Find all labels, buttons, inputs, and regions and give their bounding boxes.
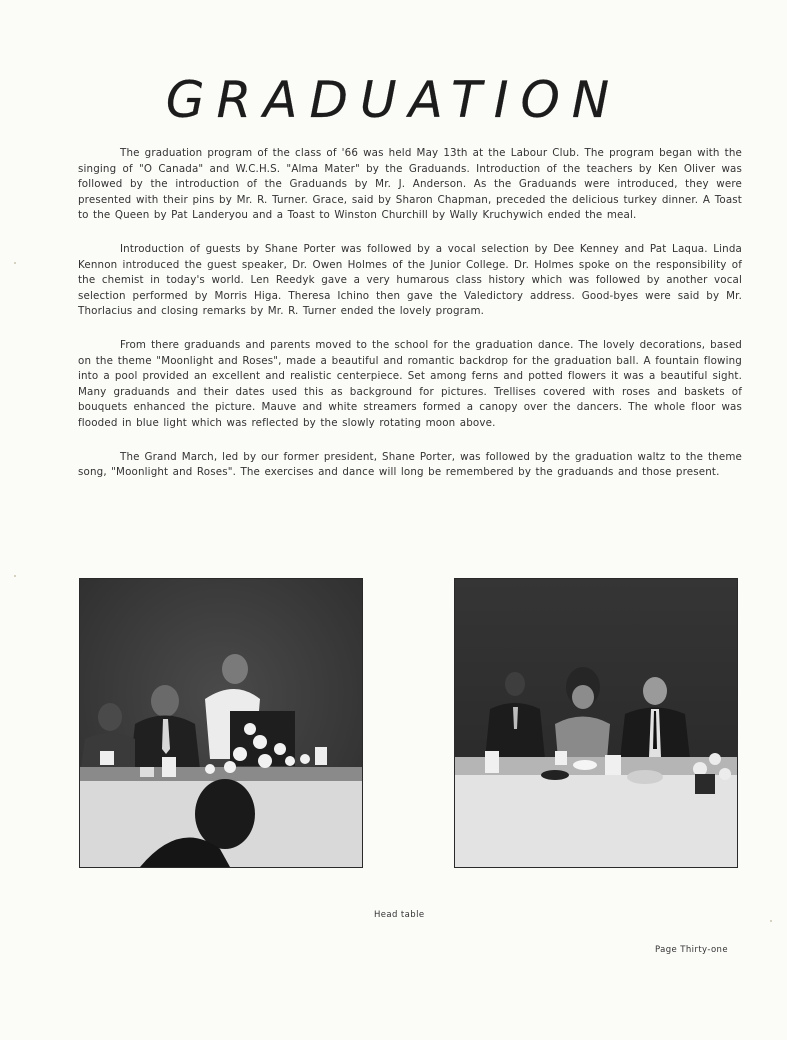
photo-caption: Head table [374, 910, 425, 920]
photo-head-table-guests [454, 578, 738, 868]
paragraph-guests: Introduction of guests by Shane Porter was followed by a vocal selection by Dee Kenney and Pat Laqua. Linda Kennon introduced the guest speaker, Dr. Owen Holmes of the Junior College. Dr. Holmes spoke on the responsibility of the chemist in today's world. Len Reedyk gave a very humarous class history which was followed by another vocal selection performed by Morris Higa. Theresa Ichino then gave the Valedictory address. Good-byes were said by Mr. Thorlacius and closing remarks by Mr. R. Turner ended the lovely program. [78, 242, 742, 318]
photo-head-table-speaker [79, 578, 363, 868]
paragraph-program: The graduation program of the class of '66 was held May 13th at the Labour Club. The program began with the singing of "O Canada" and W.C.H.S. "Alma Mater" by the Graduands. Introduction of the teachers by Ken Oliver was followed by the introduction of the Graduands by Mr. J. Anderson. As the Graduands were introduced, they were presented with their pins by Mr. R. Turner. Grace, said by Sharon Chapman, preceded the delicious turkey dinner. A Toast to the Queen by Pat Landeryou and a Toast to Winston Churchill by Wally Kruchywich ended the meal. [78, 147, 742, 222]
paper-speck [14, 262, 16, 264]
paragraph-dance: From there graduands and parents moved to the school for the graduation dance. The lovely decorations, based on the theme "Moonlight and Roses", made a beautiful and romantic backdrop for the graduation ball. A fountain flowing into a pool provided an excellent and realistic centerpiece. Set among ferns and potted flowers it was a beautiful sight. Many graduands and their dates used this as background for pictures. Trellises covered with roses and baskets of bouquets enhanced the picture. Mauve and white streamers formed a canopy over the dancers. The whole floor was flooded in blue light which was reflected by the slowly rotating moon above. [78, 338, 742, 429]
paragraph-grand-march: The Grand March, led by our former president, Shane Porter, was followed by the graduation waltz to the theme song, "Moonlight and Roses". The exercises and dance will long be remembered by the graduands and those present. [78, 450, 742, 479]
paper-speck [770, 920, 772, 922]
photo-image [455, 579, 737, 867]
article-body [78, 146, 742, 499]
paper-speck [14, 575, 16, 577]
page-number: Page Thirty-one [655, 945, 728, 955]
photo-image [80, 579, 362, 867]
page-title: GRADUATION [165, 71, 622, 129]
